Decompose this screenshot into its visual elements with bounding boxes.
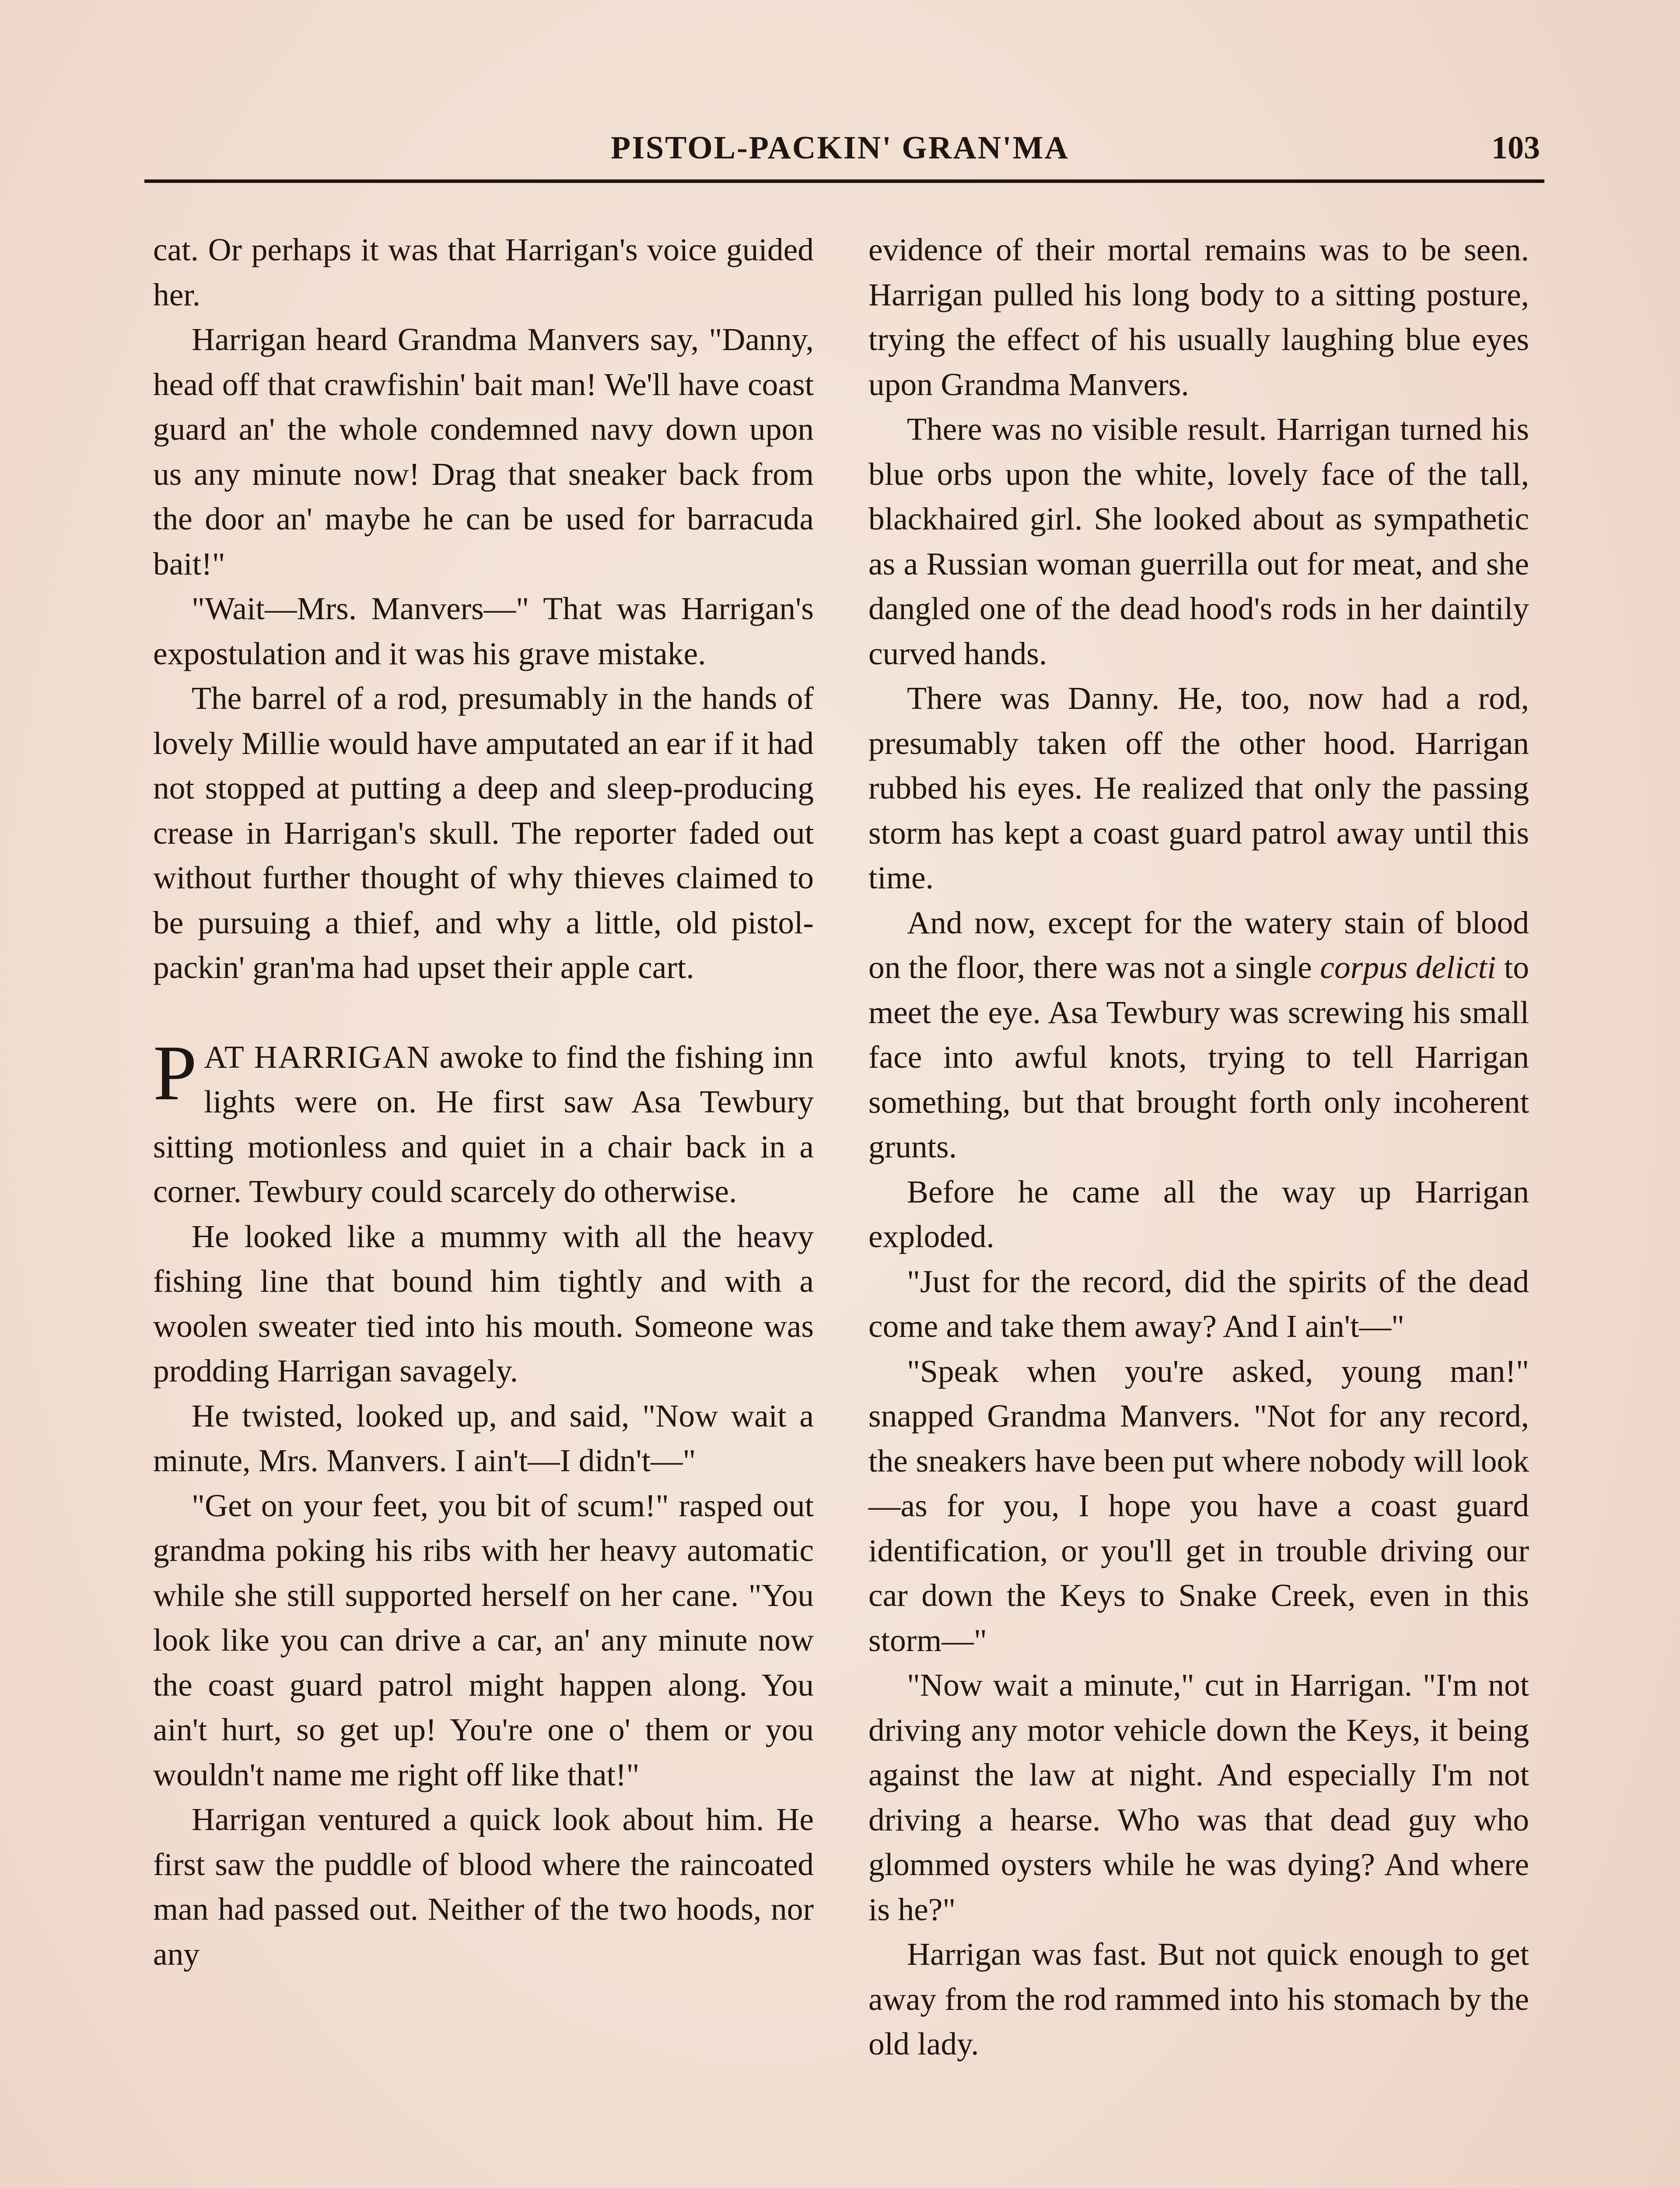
paragraph: There was no visible result. Harrigan turned his blue orbs upon the white, lovely face of the tall, blackhaired girl. She looked about as sympathetic as a Russian woman guerrilla out for meat, and she dangled one of the dead hood's rods in her daintily curved hands. [868, 411, 1529, 671]
paragraph: Harrigan was fast. But not quick enough to get away from the rod rammed into his stomach by the old lady. [868, 1936, 1529, 2062]
paragraph: cat. Or perhaps it was that Harrigan's voice guided her. [153, 232, 814, 312]
lead-in-caps: AT HARRIGAN [204, 1039, 431, 1075]
paragraph: He twisted, looked up, and said, "Now wait a minute, Mrs. Manvers. I ain't—I didn't—" [153, 1398, 814, 1478]
paragraph: Before he came all the way up Harrigan exploded. [868, 1174, 1529, 1254]
paragraph-text: to meet the eye. Asa Tewbury was screwing his small face into awful knots, trying to tell Harrigan something, but that brought forth only incoherent grunts. [868, 950, 1529, 1164]
page-header [140, 127, 1540, 166]
paragraph: "Just for the record, did the spirits of the dead come and take them away? And I ain't—" [868, 1263, 1529, 1344]
paragraph: He looked like a mummy with all the heavy fishing line that bound him tightly and with a woolen sweater tied into his mouth. Someone was prodding Harrigan savagely. [153, 1218, 814, 1389]
header-rule [144, 179, 1544, 183]
paragraph: Harrigan ventured a quick look about him. He first saw the puddle of blood where the raincoated man had passed out. Neither of the two hoods, nor any [153, 1802, 814, 1972]
paragraph: The barrel of a rod, presumably in the hands of lovely Millie would have amputated an ear if it had not stopped at putting a deep and sleep-producing crease in Harrigan's skull. The reporter faded out without further thought of why thieves claimed to be pursuing a thief, and why a little, old pistol-packin' gran'ma had upset their apple cart. [153, 680, 814, 985]
paragraph: "Now wait a minute," cut in Harrigan. "I'm not driving any motor vehicle down the Keys, it being against the law at night. And especially I'm not driving a hearse. Who was that dead guy who glommed oysters while he was dying? And where is he?" [868, 1667, 1529, 1927]
paragraph: evidence of their mortal remains was to be seen. Harrigan pulled his long body to a sitting posture, trying the effect of his usually laughing blue eyes upon Grandma Manvers. [868, 232, 1529, 402]
left-column [153, 228, 814, 1977]
paragraph-text: And now, except for the watery stain of blood on the floor, there was not a single [868, 905, 1529, 985]
paragraph-text: awoke to find the fishing inn lights were on. He first saw Asa Tewbury sitting motionless and quiet in a chair back in a corner. Tewbury could scarcely do otherwise. [153, 1039, 814, 1209]
page-number: 103 [1491, 130, 1540, 166]
paragraph: Harrigan heard Grandma Manvers say, "Danny, head off that crawfishin' bait man! We'll have coast guard an' the whole condemned navy down upon us any minute now! Drag that sneaker back from the door an' maybe he can be used for barracuda bait!" [153, 322, 814, 582]
paragraph: There was Danny. He, too, now had a rod, presumably taken off the other hood. Harrigan rubbed his eyes. He realized that only the passing storm has kept a coast guard patrol away until this time. [868, 680, 1529, 895]
italic-phrase: corpus delicti [1320, 950, 1496, 985]
right-column [868, 228, 1529, 2067]
drop-cap: P [153, 1029, 197, 1116]
paragraph: "Get on your feet, you bit of scum!" rasped out grandma poking his ribs with her heavy automatic while she still supported herself on her cane. "You look like you can drive a car, an' any minute now the coast guard patrol might happen along. You ain't hurt, so get up! You're one o' them or you wouldn't name me right off like that!" [153, 1487, 814, 1792]
paragraph: "Wait—Mrs. Manvers—" That was Harrigan's expostulation and it was his grave mistake. [153, 591, 814, 671]
section-opening-paragraph [153, 1029, 814, 1214]
paragraph [868, 901, 1529, 1170]
running-title: PISTOL-PACKIN' GRAN'MA [611, 130, 1069, 166]
paragraph: "Speak when you're asked, young man!" snapped Grandma Manvers. "Not for any record, the sneakers have been put where nobody will look—as for you, I hope you have a coast guard identification, or you'll get in trouble driving our car down the Keys to Snake Creek, even in this storm—" [868, 1353, 1529, 1658]
